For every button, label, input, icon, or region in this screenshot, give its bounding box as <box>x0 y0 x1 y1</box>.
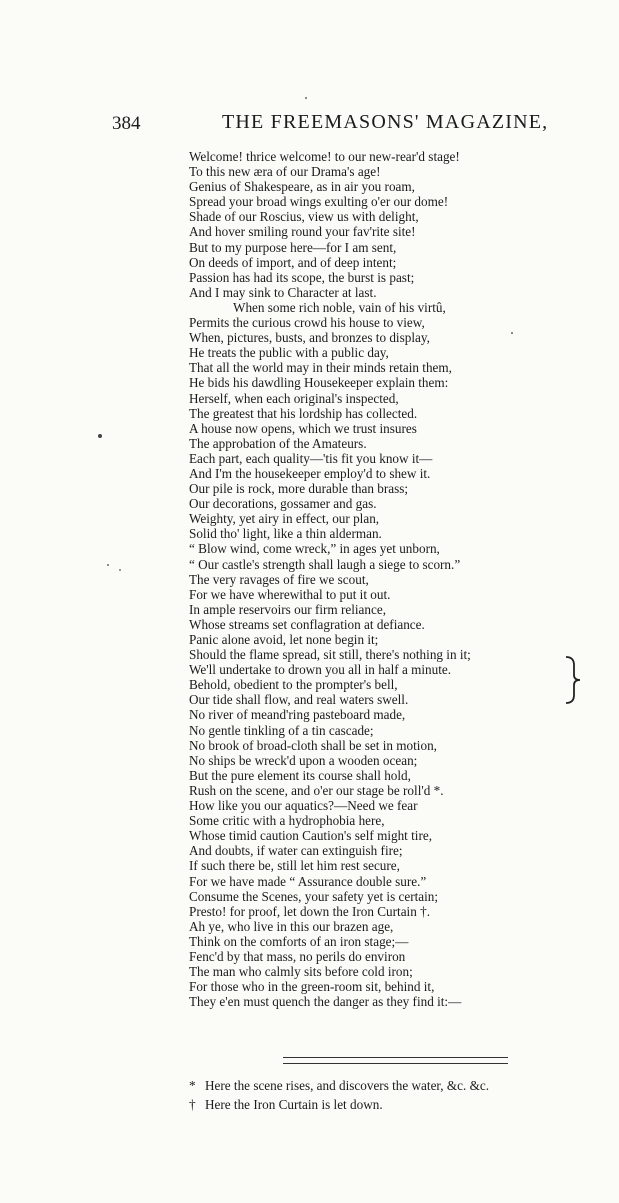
footnote-2-mark: † <box>189 1097 196 1112</box>
poem-line-57: They e'en must quench the danger as they find it:— <box>189 994 462 1010</box>
poem-line-34: Should the flame spread, sit still, there's nothing in it; <box>189 647 471 663</box>
poem-line-50: Consume the Scenes, your safety yet is certain; <box>189 888 439 904</box>
poem-line-1: Welcome! thrice welcome! to our new-rear'd stage! <box>189 149 460 164</box>
poem-line-11: When some rich noble, vain of his virtû, <box>233 299 446 315</box>
poem-line-55: The man who calmly sits before cold iron; <box>189 964 413 980</box>
poem-line-45: Some critic with a hydrophobia here, <box>189 813 385 829</box>
poem-line-7: But to my purpose here—for I am sent, <box>189 239 397 255</box>
footnote-2-text: Here the Iron Curtain is let down. <box>205 1097 383 1112</box>
footnote-1-mark: * <box>189 1078 196 1093</box>
poem-line-5: Shade of our Roscius, view us with delight, <box>189 209 419 225</box>
poem-line-25: Weighty, yet airy in effect, our plan, <box>189 511 380 527</box>
footnote-1-text: Here the scene rises, and discovers the water, &c. &c. <box>205 1078 489 1093</box>
poem-line-46: Whose timid caution Caution's self might tire, <box>189 828 433 844</box>
poem-line-52: Ah ye, who live in this our brazen age, <box>189 918 394 934</box>
poem-line-3: Genius of Shakespeare, as in air you roam, <box>189 179 415 195</box>
poem-line-38: No river of meand'ring pasteboard made, <box>189 707 406 723</box>
poem-line-9: Passion has had its scope, the burst is past; <box>189 269 415 285</box>
poem-line-13: When, pictures, busts, and bronzes to display, <box>189 330 430 346</box>
poem-line-29: The very ravages of fire we scout, <box>189 571 369 587</box>
poem-line-30: For we have wherewithal to put it out. <box>189 586 391 602</box>
poem-line-43: Rush on the scene, and o'er our stage be roll'd *. <box>189 782 444 798</box>
poem-line-33: Panic alone avoid, let none begin it; <box>189 632 379 647</box>
poem-line-19: A house now opens, which we trust insures <box>189 420 417 436</box>
poem-line-17: Herself, when each original's inspected, <box>189 390 399 406</box>
poem-line-27: “ Blow wind, come wreck,” in ages yet unborn, <box>189 541 440 557</box>
poem-line-35: We'll undertake to drown you all in half a minute. <box>189 662 452 678</box>
poem-line-18: The greatest that his lordship has collected. <box>189 405 418 421</box>
poem-line-20: The approbation of the Amateurs. <box>189 435 367 451</box>
poem-line-4: Spread your broad wings exulting o'er our dome! <box>189 194 449 210</box>
poem-line-44: How like you our aquatics?—Need we fear <box>189 798 418 814</box>
poem-line-14: He treats the public with a public day, <box>189 345 389 361</box>
poem-line-49: For we have made “ Assurance double sure.” <box>189 873 427 889</box>
poem-line-48: If such there be, still let him rest secure, <box>189 858 400 874</box>
poem-line-28: “ Our castle's strength shall laugh a siege to scorn.” <box>189 556 461 572</box>
poem-line-15: That all the world may in their minds retain them, <box>189 360 452 376</box>
poem-line-8: On deeds of import, and of deep intent; <box>189 254 397 270</box>
poem-line-41: No ships be wreck'd upon a wooden ocean; <box>189 752 418 768</box>
poem-line-42: But the pure element its course shall hold, <box>189 767 411 783</box>
poem-line-23: Our pile is rock, more durable than brass; <box>189 481 408 497</box>
running-head: THE FREEMASONS' MAGAZINE, <box>222 111 549 133</box>
poem-line-51: Presto! for proof, let down the Iron Curtain †. <box>189 903 430 919</box>
poem-line-12: Permits the curious crowd his house to view, <box>189 315 425 331</box>
poem-line-16: He bids his dawdling Housekeeper explain them: <box>189 375 449 391</box>
poem-line-56: For those who in the green-room sit, behind it, <box>189 979 435 995</box>
poem-line-53: Think on the comforts of an iron stage;— <box>189 933 409 949</box>
poem-line-2: To this new æra of our Drama's age! <box>189 164 381 180</box>
poem-line-31: In ample reservoirs our firm reliance, <box>189 601 386 617</box>
poem-line-54: Fenc'd by that mass, no perils do environ <box>189 948 406 964</box>
poem-line-22: And I'm the housekeeper employ'd to shew it. <box>189 465 431 481</box>
poem-line-24: Our decorations, gossamer and gas. <box>189 496 377 512</box>
poem-line-6: And hover smiling round your fav'rite site! <box>189 224 416 240</box>
poem-line-47: And doubts, if water can extinguish fire; <box>189 843 403 859</box>
page-number: 384 <box>112 113 141 134</box>
poem-line-10: And I may sink to Character at last. <box>189 284 377 300</box>
poem-line-37: Our tide shall flow, and real waters swell. <box>189 692 409 708</box>
poem-line-40: No brook of broad-cloth shall be set in motion, <box>189 737 437 753</box>
poem-line-39: No gentle tinkling of a tin cascade; <box>189 722 374 738</box>
poem-line-21: Each part, each quality—'tis fit you know it— <box>189 450 433 466</box>
poem-line-32: Whose streams set conflagration at defiance. <box>189 616 425 632</box>
poem-line-36: Behold, obedient to the prompter's bell, <box>189 677 398 693</box>
poem-line-26: Solid tho' light, like a thin alderman. <box>189 526 382 542</box>
